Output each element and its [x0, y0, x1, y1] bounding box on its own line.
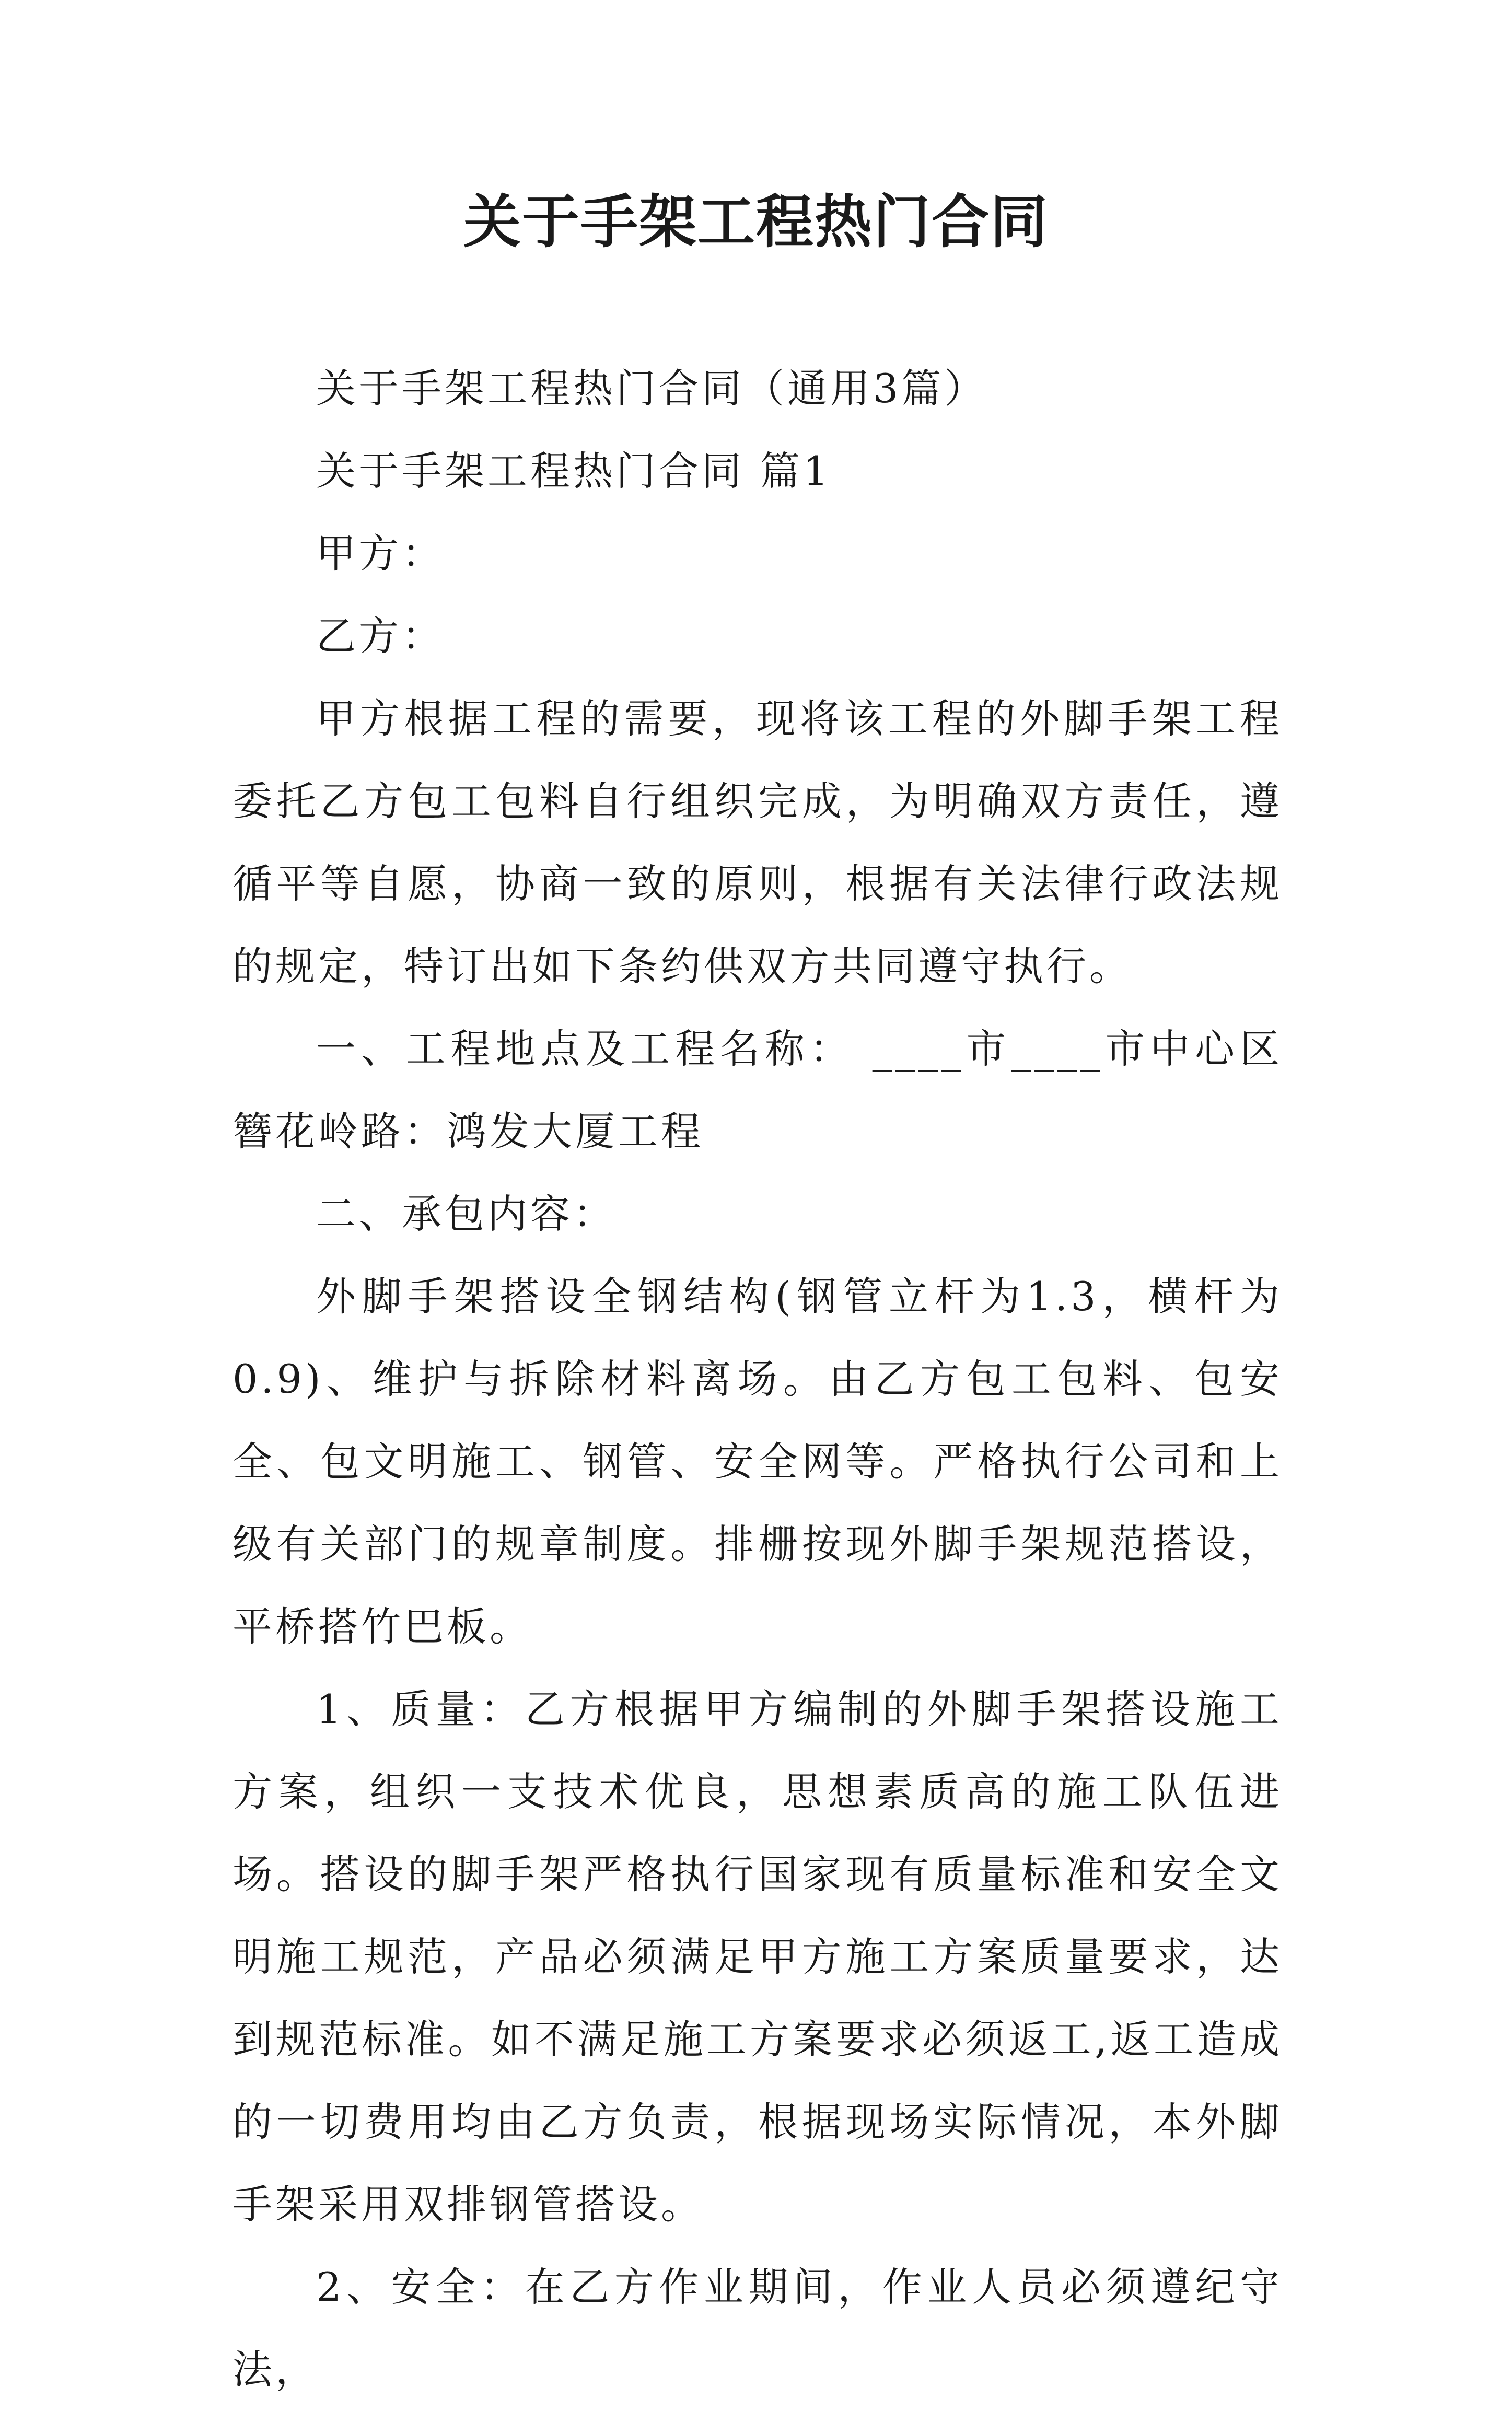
- clause-location-paragraph: 一、工程地点及工程名称： ____市____市中心区簪花岭路：鸿发大厦工程: [232, 1026, 1283, 1155]
- subtitle-paragraph: 关于手架工程热门合同（通用3篇）: [316, 365, 987, 412]
- clause-scope-heading: 二、承包内容：: [316, 1191, 616, 1237]
- document-body: [232, 347, 1283, 2411]
- quality-clause-paragraph: 1、质量：乙方根据甲方编制的外脚手架搭设施工方案，组织一支技术优良，思想素质高的施工队伍进场。搭设的脚手架严格执行国家现有质量标准和安全文明施工规范，产品必须满足甲方施工方案质量要求，达到规范标准。如不满足施工方案要求必须返工,返工造成的一切费用均由乙方负责，根据现场实际情况，本外脚手架采用双排钢管搭设。: [232, 1686, 1283, 2228]
- party-b-line: 乙方：: [316, 613, 445, 659]
- document-title: 关于手架工程热门合同: [463, 188, 1049, 255]
- safety-clause-paragraph: 2、安全：在乙方作业期间，作业人员必须遵纪守法，: [232, 2264, 1283, 2393]
- section-heading-paragraph: 关于手架工程热门合同 篇1: [316, 448, 832, 494]
- preamble-paragraph: 甲方根据工程的需要，现将该工程的外脚手架工程委托乙方包工包料自行组织完成，为明确双方责任，遵循平等自愿，协商一致的原则，根据有关法律行政法规的规定，特订出如下条约供双方共同遵守执行。: [232, 695, 1283, 989]
- scope-detail-paragraph: 外脚手架搭设全钢结构(钢管立杆为1.3，横杆为0.9)、维护与拆除材料离场。由乙方包工包料、包安全、包文明施工、钢管、安全网等。严格执行公司和上级有关部门的规章制度。排栅按现外脚手架规范搭设，平桥搭竹巴板。: [232, 1273, 1283, 1650]
- party-a-line: 甲方：: [316, 530, 445, 577]
